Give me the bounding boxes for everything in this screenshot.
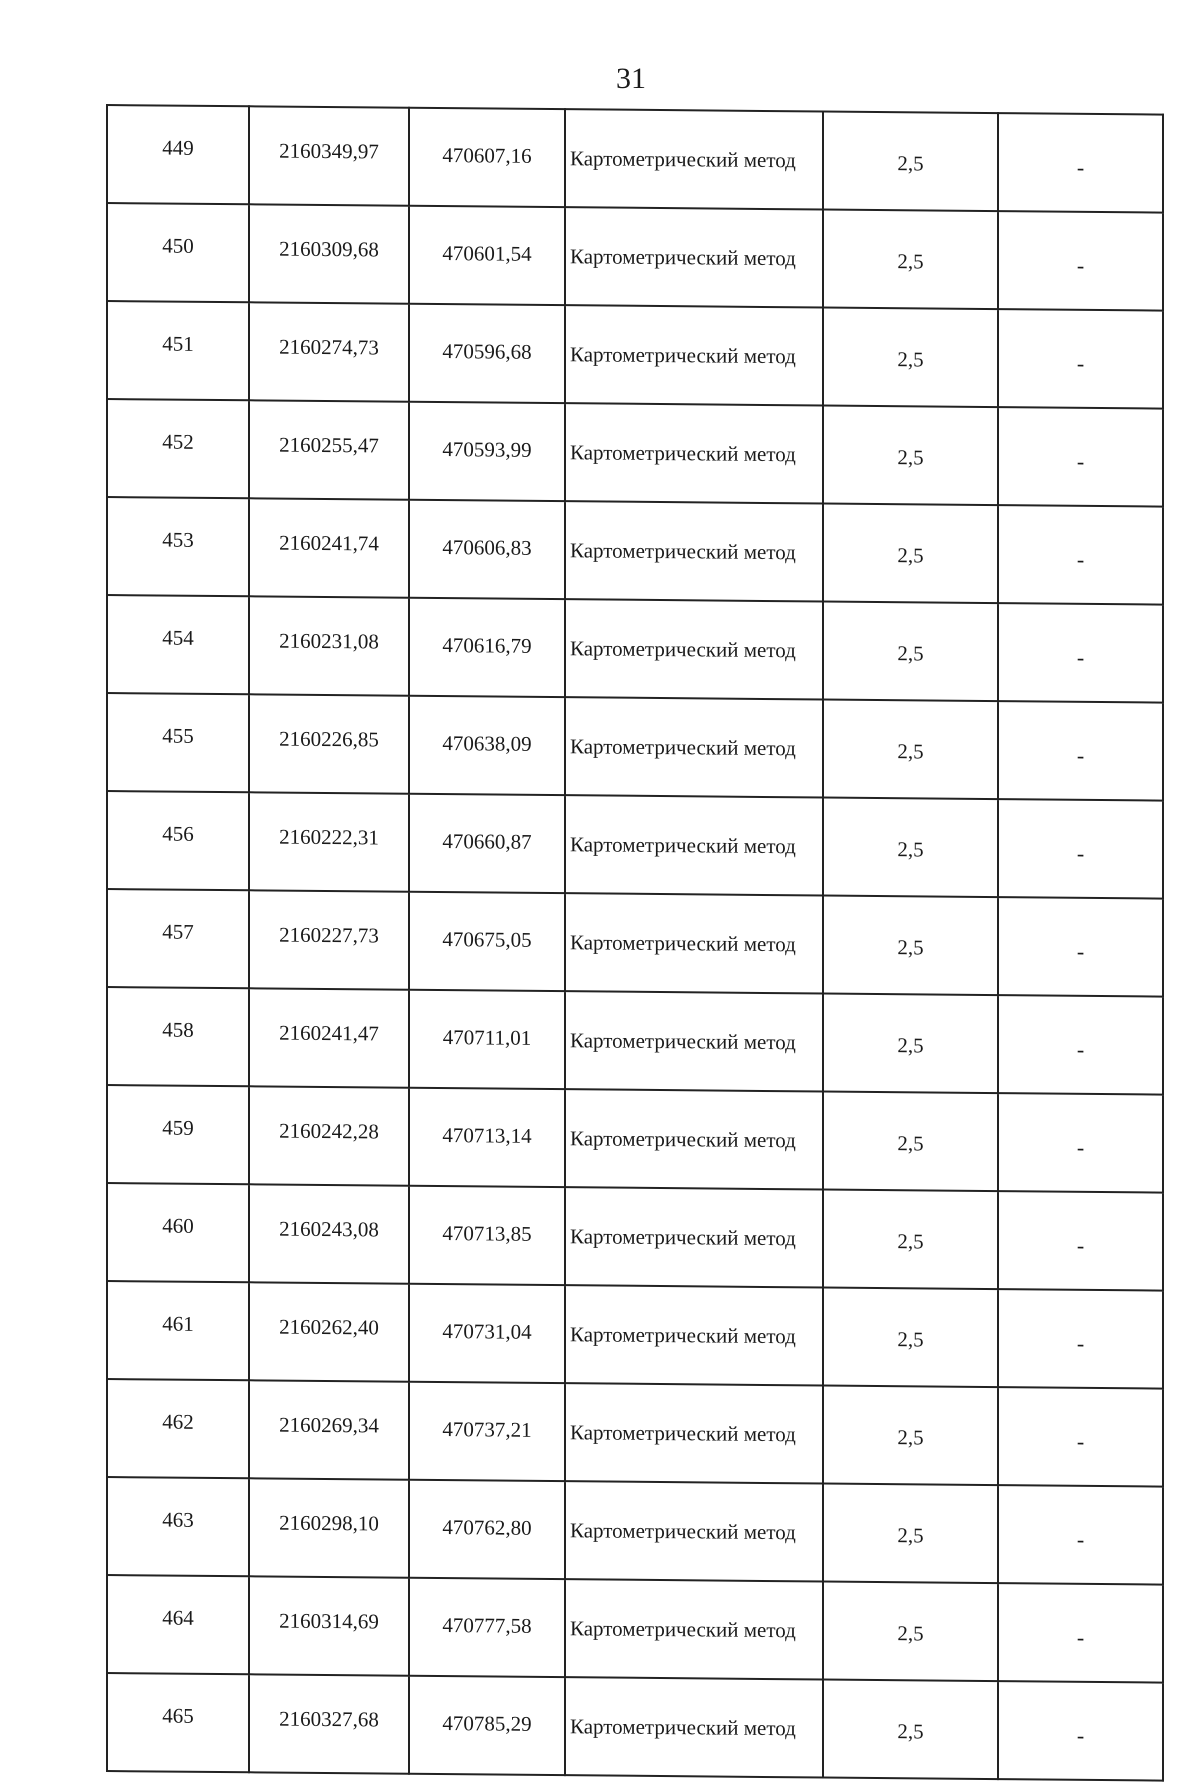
x-coordinate-cell: 2160269,34 [249,1380,409,1479]
note-cell: - [998,701,1163,800]
table-row [107,1673,1163,1781]
accuracy-cell: 2,5 [823,406,998,506]
accuracy-cell: 2,5 [823,602,998,702]
point-number-cell: 453 [107,497,249,596]
y-coordinate-cell: 470601,54 [409,206,565,305]
method-cell: Картометрический метод [565,1285,823,1385]
y-coordinate-cell: 470713,85 [409,1186,565,1285]
coordinates-table [106,104,1164,1782]
table-row [107,1379,1163,1487]
point-number-cell: 450 [107,203,249,302]
y-coordinate-cell: 470593,99 [409,402,565,501]
accuracy-cell: 2,5 [823,896,998,996]
method-cell: Картометрический метод [565,991,823,1091]
point-number-cell: 457 [107,889,249,988]
accuracy-cell: 2,5 [823,1582,998,1682]
accuracy-cell: 2,5 [823,1190,998,1290]
x-coordinate-cell: 2160349,97 [249,106,409,205]
table-row [107,301,1163,409]
note-cell: - [998,1093,1163,1192]
accuracy-cell: 2,5 [823,1484,998,1584]
point-number-cell: 458 [107,987,249,1086]
note-cell: - [998,603,1163,702]
table-row [107,497,1163,605]
point-number-cell: 465 [107,1673,249,1772]
x-coordinate-cell: 2160226,85 [249,694,409,793]
y-coordinate-cell: 470638,09 [409,696,565,795]
y-coordinate-cell: 470713,14 [409,1088,565,1187]
y-coordinate-cell: 470607,16 [409,108,565,207]
note-cell: - [998,799,1163,898]
y-coordinate-cell: 470762,80 [409,1480,565,1579]
point-number-cell: 464 [107,1575,249,1674]
point-number-cell: 449 [107,105,249,204]
y-coordinate-cell: 470711,01 [409,990,565,1089]
x-coordinate-cell: 2160222,31 [249,792,409,891]
x-coordinate-cell: 2160314,69 [249,1576,409,1675]
method-cell: Картометрический метод [565,1089,823,1189]
y-coordinate-cell: 470675,05 [409,892,565,991]
accuracy-cell: 2,5 [823,1386,998,1486]
y-coordinate-cell: 470616,79 [409,598,565,697]
x-coordinate-cell: 2160327,68 [249,1674,409,1773]
note-cell: - [998,1583,1163,1682]
note-cell: - [998,1681,1163,1780]
y-coordinate-cell: 470785,29 [409,1676,565,1775]
point-number-cell: 455 [107,693,249,792]
y-coordinate-cell: 470737,21 [409,1382,565,1481]
table-row [107,203,1163,311]
table-body [107,105,1163,1781]
method-cell: Картометрический метод [565,795,823,895]
note-cell: - [998,407,1163,506]
note-cell: - [998,995,1163,1094]
point-number-cell: 452 [107,399,249,498]
note-cell: - [998,113,1163,212]
method-cell: Картометрический метод [565,599,823,699]
table-row [107,399,1163,507]
table-row [107,1477,1163,1585]
accuracy-cell: 2,5 [823,1092,998,1192]
x-coordinate-cell: 2160255,47 [249,400,409,499]
note-cell: - [998,1191,1163,1290]
accuracy-cell: 2,5 [823,1288,998,1388]
note-cell: - [998,505,1163,604]
accuracy-cell: 2,5 [823,112,998,212]
accuracy-cell: 2,5 [823,700,998,800]
accuracy-cell: 2,5 [823,1680,998,1780]
table-row [107,1281,1163,1389]
accuracy-cell: 2,5 [823,210,998,310]
table-row [107,1085,1163,1193]
method-cell: Картометрический метод [565,403,823,503]
accuracy-cell: 2,5 [823,308,998,408]
x-coordinate-cell: 2160298,10 [249,1478,409,1577]
note-cell: - [998,1387,1163,1486]
point-number-cell: 463 [107,1477,249,1576]
table-row [107,1575,1163,1683]
point-number-cell: 460 [107,1183,249,1282]
point-number-cell: 451 [107,301,249,400]
method-cell: Картометрический метод [565,893,823,993]
note-cell: - [998,1485,1163,1584]
method-cell: Картометрический метод [565,1187,823,1287]
method-cell: Картометрический метод [565,1481,823,1581]
x-coordinate-cell: 2160243,08 [249,1184,409,1283]
accuracy-cell: 2,5 [823,504,998,604]
x-coordinate-cell: 2160227,73 [249,890,409,989]
y-coordinate-cell: 470596,68 [409,304,565,403]
y-coordinate-cell: 470606,83 [409,500,565,599]
y-coordinate-cell: 470660,87 [409,794,565,893]
x-coordinate-cell: 2160241,47 [249,988,409,1087]
method-cell: Картометрический метод [565,207,823,307]
y-coordinate-cell: 470777,58 [409,1578,565,1677]
y-coordinate-cell: 470731,04 [409,1284,565,1383]
table-row [107,595,1163,703]
method-cell: Картометрический метод [565,697,823,797]
x-coordinate-cell: 2160231,08 [249,596,409,695]
x-coordinate-cell: 2160262,40 [249,1282,409,1381]
accuracy-cell: 2,5 [823,994,998,1094]
point-number-cell: 462 [107,1379,249,1478]
point-number-cell: 456 [107,791,249,890]
table-row [107,791,1163,899]
x-coordinate-cell: 2160242,28 [249,1086,409,1185]
method-cell: Картометрический метод [565,109,823,209]
table-row [107,1183,1163,1291]
page-number: 31 [616,62,646,95]
method-cell: Картометрический метод [565,1383,823,1483]
table-row [107,105,1163,213]
method-cell: Картометрический метод [565,1677,823,1777]
coordinates-table-wrapper [106,104,1162,1782]
note-cell: - [998,309,1163,408]
table-row [107,987,1163,1095]
note-cell: - [998,211,1163,310]
point-number-cell: 459 [107,1085,249,1184]
x-coordinate-cell: 2160309,68 [249,204,409,303]
method-cell: Картометрический метод [565,1579,823,1679]
point-number-cell: 454 [107,595,249,694]
point-number-cell: 461 [107,1281,249,1380]
accuracy-cell: 2,5 [823,798,998,898]
note-cell: - [998,1289,1163,1388]
method-cell: Картометрический метод [565,305,823,405]
table-row [107,889,1163,997]
note-cell: - [998,897,1163,996]
table-row [107,693,1163,801]
x-coordinate-cell: 2160241,74 [249,498,409,597]
x-coordinate-cell: 2160274,73 [249,302,409,401]
method-cell: Картометрический метод [565,501,823,601]
